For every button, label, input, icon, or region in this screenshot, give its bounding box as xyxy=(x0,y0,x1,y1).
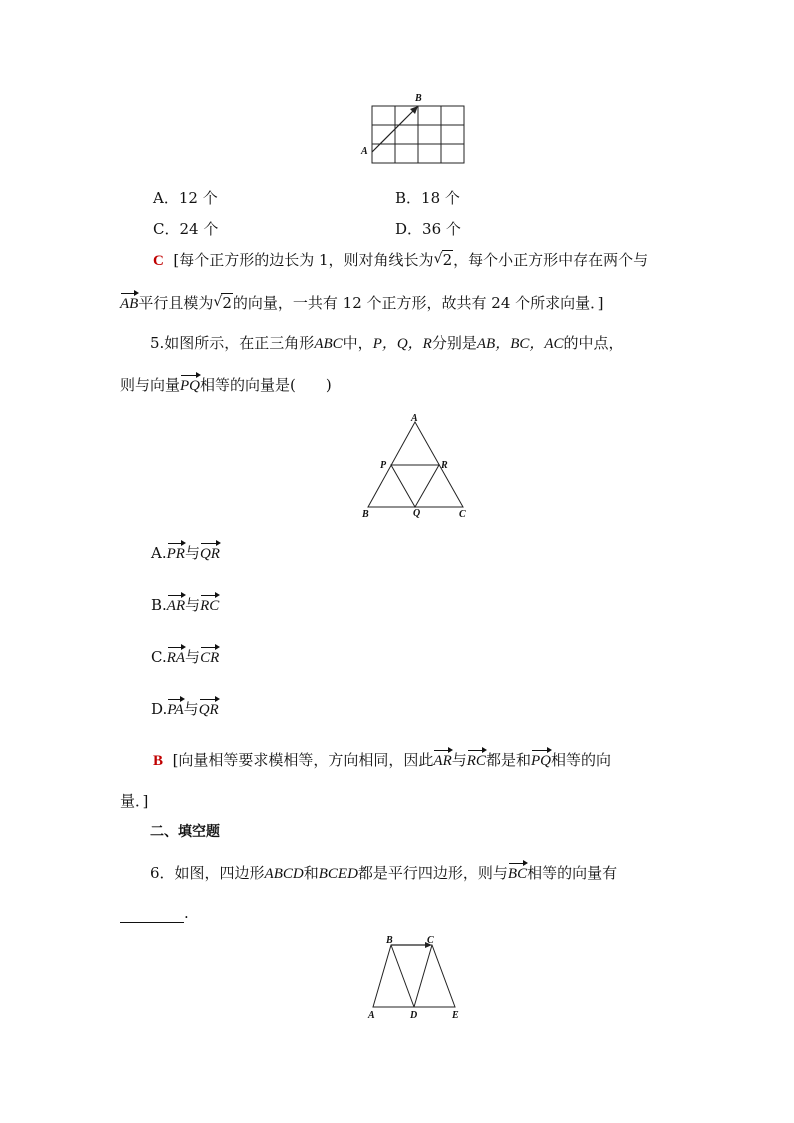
q5-explanation-line2: 量．] xyxy=(120,792,149,810)
q5-option-d: D.PA与QR xyxy=(151,700,219,718)
tri-label-p: P xyxy=(380,460,387,471)
tri-label-q: Q xyxy=(413,508,421,519)
q5-stem-line2: 则与向量PQ相等的向量是( ) xyxy=(120,376,332,394)
triangle-figure xyxy=(360,412,475,522)
q4-option-a: A．12 个 xyxy=(153,189,218,207)
answer-blank[interactable] xyxy=(120,908,184,923)
para-label-a: A xyxy=(368,1010,375,1021)
section-title: 二、填空题 xyxy=(150,824,220,840)
q4-explanation-line1: C [每个正方形的边长为 1，则对角线长为 √ 2，每个小正方形中存在两个与 xyxy=(153,251,649,269)
grid-label-b: B xyxy=(415,93,422,104)
q5-stem-line1: 5.如图所示，在正三角形ABC中，P，Q，R分别是AB，BC，AC的中点， xyxy=(150,334,624,352)
q5-option-a: A.PR与QR xyxy=(151,544,220,562)
q6-stem: 6．如图，四边形ABCD和BCED都是平行四边形，则与BC相等的向量有 xyxy=(150,864,618,882)
para-label-c: C xyxy=(427,935,434,946)
grid-label-a: A xyxy=(361,146,368,157)
q6-blank-line[interactable]: . xyxy=(120,903,189,923)
grid-figure xyxy=(360,96,470,166)
parallelogram-figure xyxy=(360,935,470,1020)
q5-answer: B xyxy=(153,753,164,769)
q5-option-b: B.AR与RC xyxy=(151,596,220,614)
tri-label-a: A xyxy=(411,413,418,424)
tri-label-b: B xyxy=(362,509,369,520)
q5-option-c: C.RA与CR xyxy=(151,648,220,666)
para-label-e: E xyxy=(452,1010,459,1021)
tri-label-c: C xyxy=(459,509,466,520)
para-label-d: D xyxy=(410,1010,418,1021)
tri-label-r: R xyxy=(441,460,448,471)
para-label-b: B xyxy=(386,935,393,946)
q4-option-b: B．18 个 xyxy=(395,189,460,207)
q5-explanation-line1: B [向量相等要求模相等，方向相同，因此AR与RC都是和PQ相等的向 xyxy=(153,751,611,769)
q4-answer: C xyxy=(153,253,164,269)
q4-explanation-line2: AB平行且模为 √ 2的向量，一共有 12 个正方形，故共有 24 个所求向量．] xyxy=(120,294,604,312)
q4-option-d: D．36 个 xyxy=(395,220,461,238)
q4-option-c: C．24 个 xyxy=(153,220,219,238)
